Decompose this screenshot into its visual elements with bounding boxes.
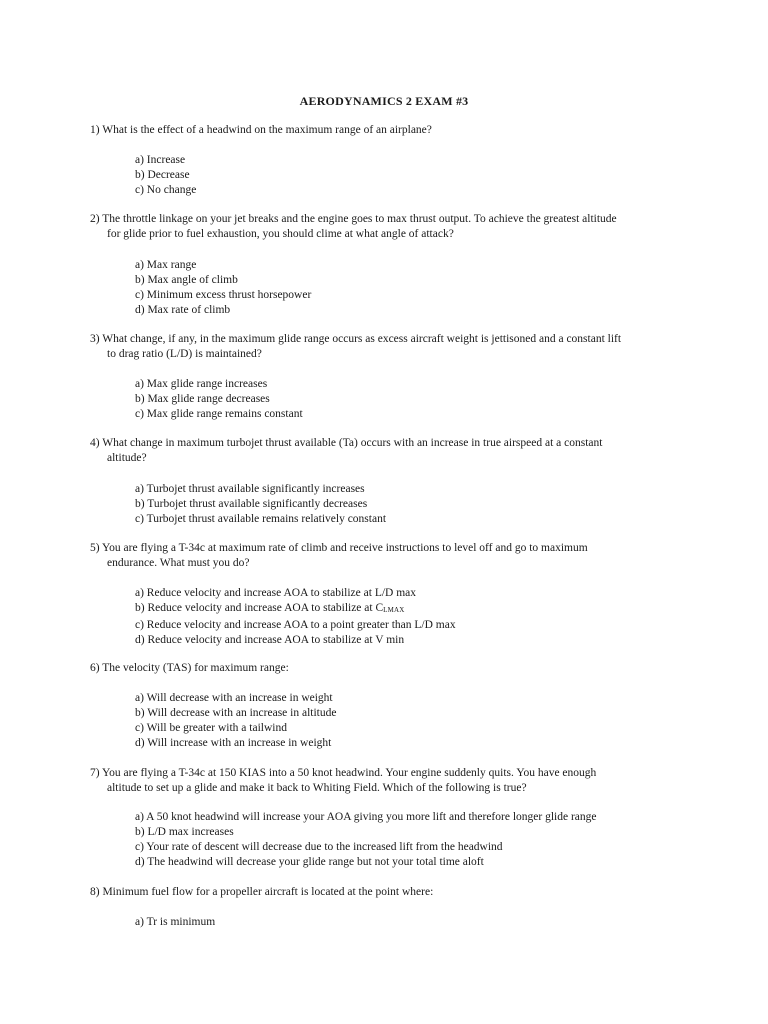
question-3 xyxy=(90,332,676,362)
option: c) Will be greater with a tailwind xyxy=(135,722,287,734)
question-2-text-cont: for glide prior to fuel exhaustion, you should clime at what angle of attack? xyxy=(107,228,454,240)
option-text: b) Reduce velocity and increase AOA to stabilize at C xyxy=(135,602,384,614)
question-4 xyxy=(90,436,676,466)
option: c) No change xyxy=(135,184,197,196)
question-1-text: 1) What is the effect of a headwind on the maximum range of an airplane? xyxy=(90,124,432,136)
question-5 xyxy=(90,541,676,571)
question-3-text: 3) What change, if any, in the maximum glide range occurs as excess aircraft weight is jettisoned and a constant lift xyxy=(90,333,622,345)
option: b) Turbojet thrust available significantly decreases xyxy=(135,498,368,510)
question-5-text: 5) You are flying a T-34c at maximum rate of climb and receive instructions to level off and go to maximum xyxy=(90,542,588,554)
option: d) Reduce velocity and increase AOA to stabilize at V min xyxy=(135,634,405,646)
question-2-text: 2) The throttle linkage on your jet breaks and the engine goes to max thrust output. To achieve the greatest altitude xyxy=(90,213,617,225)
question-3-text-cont: to drag ratio (L/D) is maintained? xyxy=(107,348,262,360)
option: a) A 50 knot headwind will increase your AOA giving you more lift and therefore longer glide range xyxy=(135,811,597,823)
option: a) Increase xyxy=(135,154,186,166)
option: c) Your rate of descent will decrease due to the increased lift from the headwind xyxy=(135,841,503,853)
question-4-text: 4) What change in maximum turbojet thrust available (Ta) occurs with an increase in true airspeed at a constant xyxy=(90,437,603,449)
option: c) Turbojet thrust available remains relatively constant xyxy=(135,513,387,525)
option: a) Reduce velocity and increase AOA to stabilize at L/D max xyxy=(135,587,417,599)
question-6-text: 6) The velocity (TAS) for maximum range: xyxy=(90,662,289,674)
question-2-options xyxy=(135,258,311,318)
question-4-text-cont: altitude? xyxy=(107,452,147,464)
option: a) Turbojet thrust available significantly increases xyxy=(135,483,365,495)
question-1-options xyxy=(135,153,196,198)
question-6 xyxy=(90,661,676,676)
question-6-options xyxy=(135,691,336,751)
question-1 xyxy=(90,123,676,138)
page-title: AERODYNAMICS 2 EXAM #3 xyxy=(299,94,469,108)
option: b) L/D max increases xyxy=(135,826,234,838)
question-5-text-cont: endurance. What must you do? xyxy=(107,557,250,569)
option: d) Max rate of climb xyxy=(135,304,231,316)
option: d) Will increase with an increase in weight xyxy=(135,737,332,749)
question-7-options xyxy=(135,810,596,870)
option: a) Max range xyxy=(135,259,197,271)
question-8 xyxy=(90,885,676,900)
question-8-options xyxy=(135,915,215,930)
option: c) Max glide range remains constant xyxy=(135,408,303,420)
option-with-subscript xyxy=(135,601,456,618)
question-2 xyxy=(90,212,676,242)
option: a) Will decrease with an increase in weight xyxy=(135,692,333,704)
option: c) Minimum excess thrust horsepower xyxy=(135,289,312,301)
option: d) The headwind will decrease your glide range but not your total time aloft xyxy=(135,856,484,868)
option: b) Will decrease with an increase in altitude xyxy=(135,707,337,719)
option: b) Decrease xyxy=(135,169,190,181)
option: c) Reduce velocity and increase AOA to a point greater than L/D max xyxy=(135,619,456,631)
question-8-text: 8) Minimum fuel flow for a propeller aircraft is located at the point where: xyxy=(90,886,434,898)
option: a) Tr is minimum xyxy=(135,916,216,928)
question-5-options xyxy=(135,586,456,648)
question-7-text: 7) You are flying a T-34c at 150 KIAS into a 50 knot headwind. Your engine suddenly quits. You have enough xyxy=(90,767,597,779)
question-4-options xyxy=(135,482,386,527)
question-7-text-cont: altitude to set up a glide and make it back to Whiting Field. Which of the following is true? xyxy=(107,782,527,794)
question-7 xyxy=(90,766,676,796)
option: b) Max angle of climb xyxy=(135,274,238,286)
question-3-options xyxy=(135,377,303,422)
option: b) Max glide range decreases xyxy=(135,393,270,405)
option: a) Max glide range increases xyxy=(135,378,268,390)
subscript-lmax: LMAX xyxy=(383,606,405,614)
